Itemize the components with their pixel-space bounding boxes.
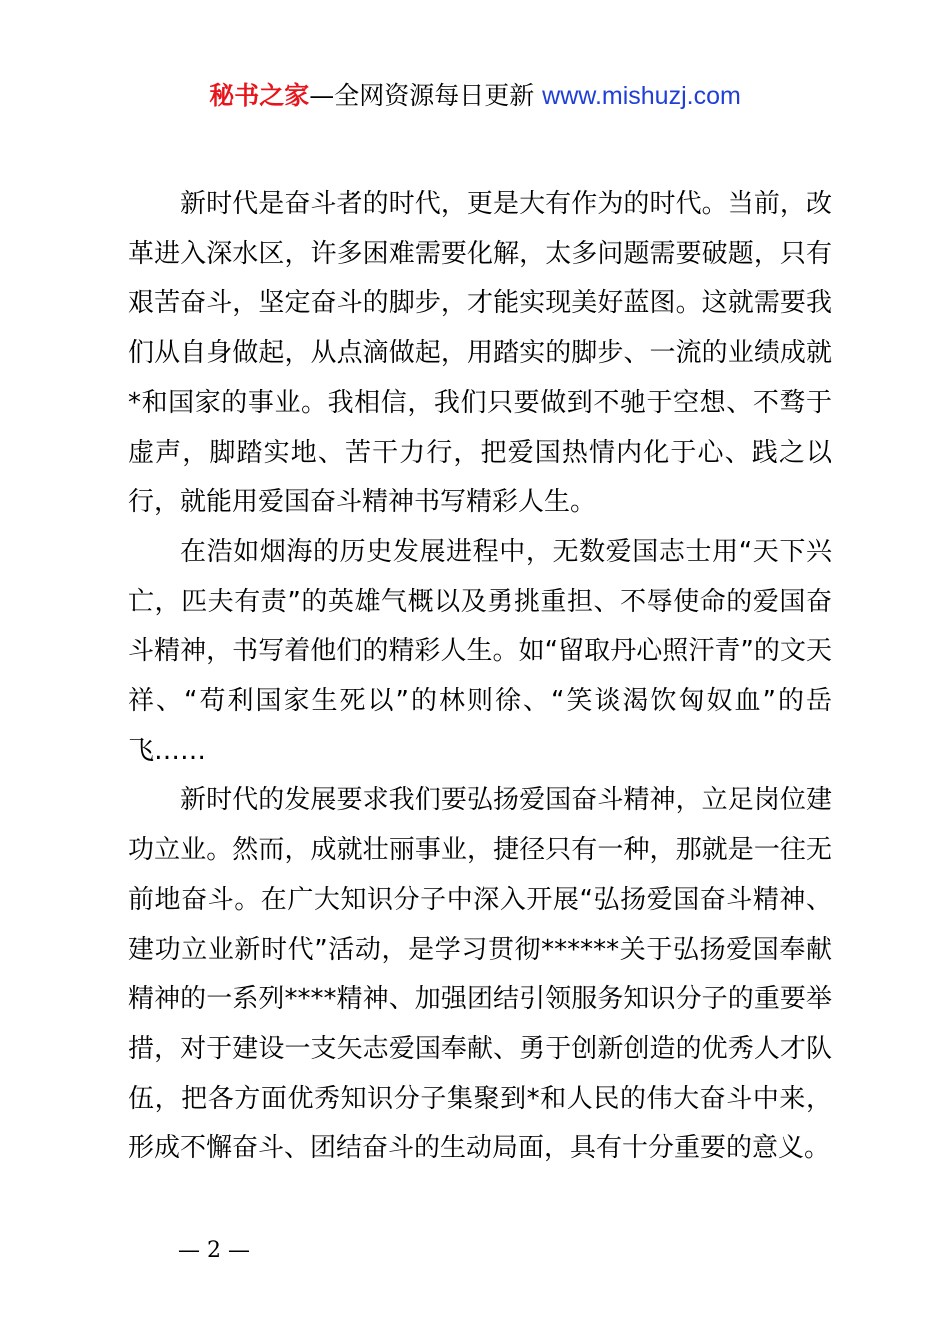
page-number: — 2 — xyxy=(178,1238,250,1263)
paragraph-1: 新时代是奋斗者的时代，更是大有作为的时代。当前，改革进入深水区，许多困难需要化解，太多问题需要破题，只有艰苦奋斗，坚定奋斗的脚步，才能实现美好蓝图。这就需要我们从自身做起，从点滴做起，用踏实的脚步、一流的业绩成就*和国家的事业。我相信，我们只要做到不驰于空想、不骛于虚声，脚踏实地、苦干力行，把爱国热情内化于心、践之以行，就能用爱国奋斗精神书写精彩人生。 xyxy=(128,189,832,518)
paragraph-3: 新时代的发展要求我们要弘扬爱国奋斗精神，立足岗位建功立业。然而，成就壮丽事业，捷径只有一种，那就是一往无前地奋斗。在广大知识分子中深入开展“弘扬爱国奋斗精神、建功立业新时代”活动，是学习贯彻******关于弘扬爱国奉献精神的一系列****精神、加强团结引领服务知识分子的重要举措，对于建设一支矢志爱国奉献、勇于创新创造的优秀人才队伍，把各方面优秀知识分子集聚到*和人民的伟大奋斗中来，形成不懈奋斗、团结奋斗的生动局面，具有十分重要的意义。 xyxy=(128,785,832,1164)
site-url-link[interactable]: www.mishuzj.com xyxy=(542,82,741,110)
paragraph-2: 在浩如烟海的历史发展进程中，无数爱国志士用“天下兴亡，匹夫有责”的英雄气概以及勇挑重担、不辱使命的爱国奋斗精神，书写着他们的精彩人生。如“留取丹心照汗青”的文天祥、“苟利国家生死以”的林则徐、“笑谈渴饮匈奴血”的岳飞…… xyxy=(128,536,832,766)
site-header xyxy=(0,78,950,114)
document-body xyxy=(128,180,832,1174)
header-tagline: —全网资源每日更新 xyxy=(309,81,543,110)
brand-name: 秘书之家 xyxy=(209,81,310,110)
